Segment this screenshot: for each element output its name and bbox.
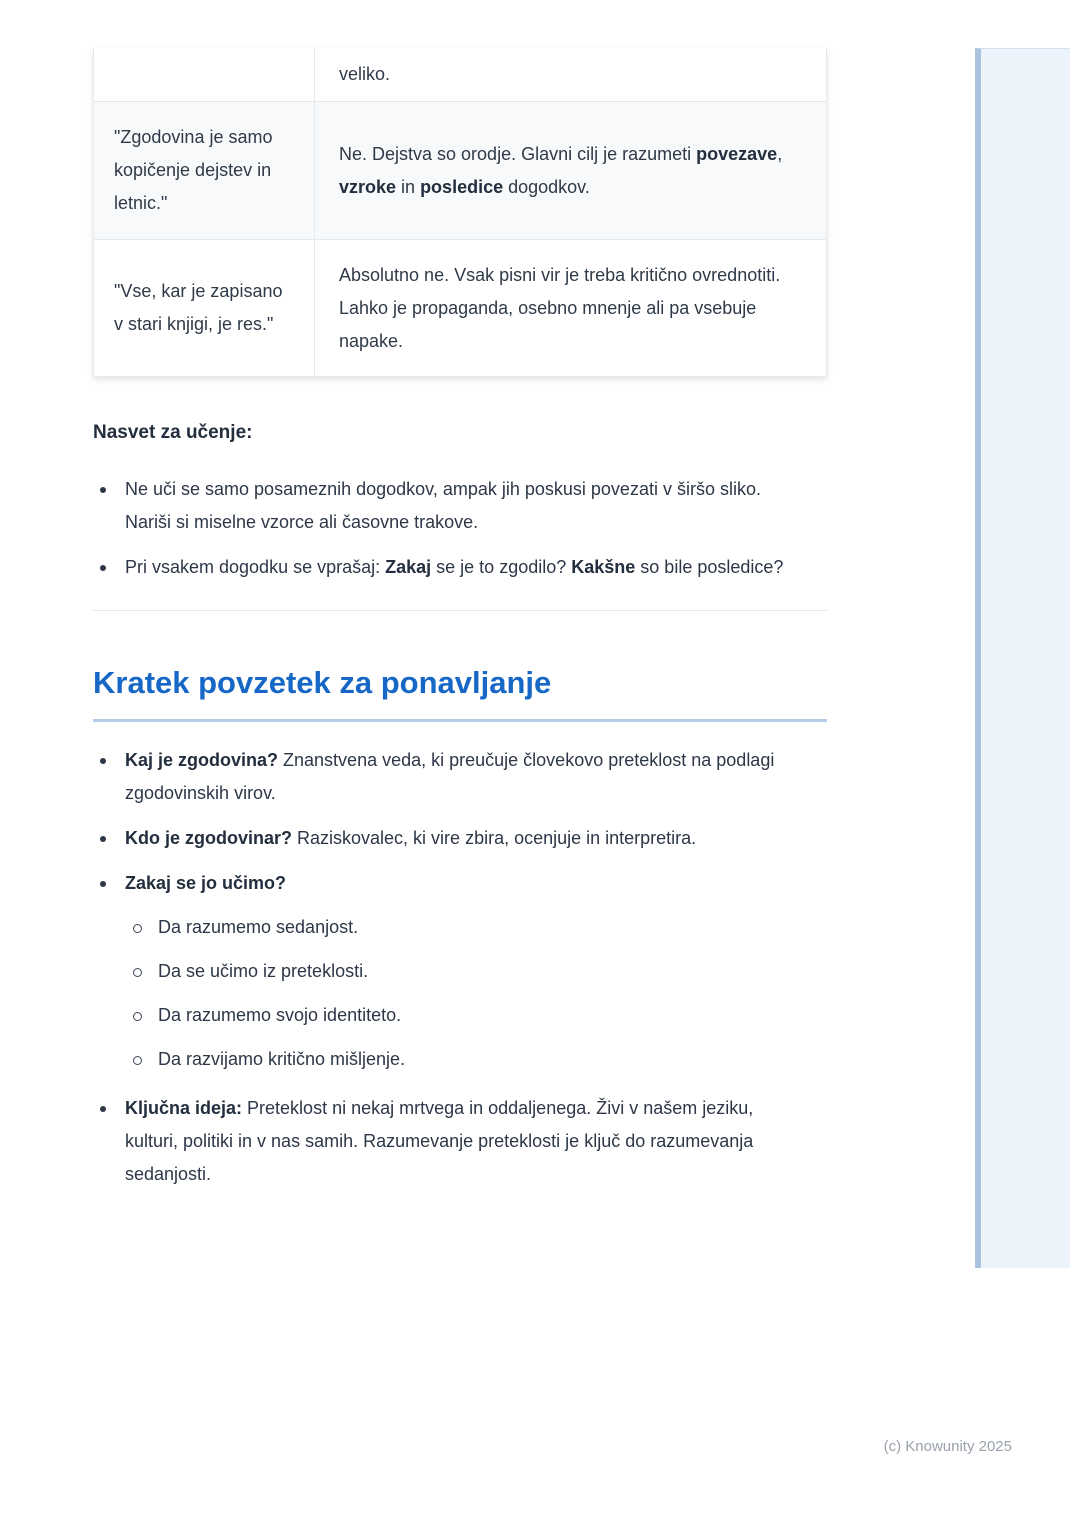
circle-bullet-icon [133,1056,142,1065]
list-item-text: Ne uči se samo posameznih dogodkov, ampak jih poskusi povezati v širšo sliko. Nariši si miselne vzorce ali časovne trakove. [125,479,761,532]
page-section-title: Kratek povzetek za ponavljanje [93,661,827,722]
list-item-text: Kdo je zgodovinar? Raziskovalec, ki vire zbira, ocenjuje in interpretira. [125,828,697,848]
list-item [93,744,827,810]
sub-list-item [125,955,827,988]
copyright-text: (c) Knowunity 2025 [883,1438,1012,1455]
table-cell-fact: Absolutno ne. Vsak pisni vir je treba kritično ovrednotiti. Lahko je propaganda, osebno mnenje ali pa vsebuje napake. [315,240,827,377]
table-cell-myth [93,48,315,102]
sub-list-item-text: Da razumemo sedanjost. [158,917,359,937]
myths-facts-table [93,48,827,377]
circle-bullet-icon [133,968,142,977]
bullet-icon [100,881,106,887]
list-item [93,473,827,539]
bullet-icon [100,758,106,764]
section-divider [93,610,827,611]
page-content [93,48,827,1203]
circle-bullet-icon [133,1012,142,1021]
list-item-text: Ključna ideja: Preteklost ni nekaj mrtvega in oddaljenega. Živi v našem jeziku, kulturi, politiki in v nas samih. Razumevanje preteklosti je ključ do razumevanja sedanjosti. [125,1098,754,1184]
circle-bullet-icon [133,924,142,933]
sub-list-item [125,911,827,944]
summary-sublist [125,911,827,1076]
list-item-text: Kaj je zgodovina? Znanstvena veda, ki preučuje človekovo preteklost na podlagi zgodovinskih virov. [125,750,775,803]
sub-list-item-text: Da razumemo svojo identiteto. [158,1005,402,1025]
table-cell-fact: veliko. [315,48,827,102]
bullet-icon [100,487,106,493]
table-row [93,48,827,102]
list-item [93,1092,827,1191]
bullet-icon [100,565,106,571]
sub-list-item [125,999,827,1032]
list-item-text: Pri vsakem dogodku se vprašaj: Zakaj se je to zgodilo? Kakšne so bile posledice? [125,557,784,577]
sub-list-item-text: Da razvijamo kritično mišljenje. [158,1049,406,1069]
list-item [93,822,827,855]
table-row [93,102,827,240]
tips-list [93,473,827,584]
bullet-icon [100,836,106,842]
tips-heading: Nasvet za učenje: [93,422,253,443]
table-cell-myth: "Zgodovina je samo kopičenje dejstev in letnic." [93,102,315,240]
page-margin-panel [975,48,1070,1268]
bullet-icon [100,1106,106,1112]
list-item [93,867,827,1076]
table-row [93,240,827,377]
table-cell-fact: Ne. Dejstva so orodje. Glavni cilj je razumeti povezave, vzroke in posledice dogodkov. [315,102,827,240]
list-item [93,551,827,584]
list-item-text: Zakaj se jo učimo? [125,873,287,893]
summary-list [93,744,827,1191]
sub-list-item [125,1043,827,1076]
table-cell-myth: "Vse, kar je zapisano v stari knjigi, je res." [93,240,315,377]
sub-list-item-text: Da se učimo iz preteklosti. [158,961,369,981]
